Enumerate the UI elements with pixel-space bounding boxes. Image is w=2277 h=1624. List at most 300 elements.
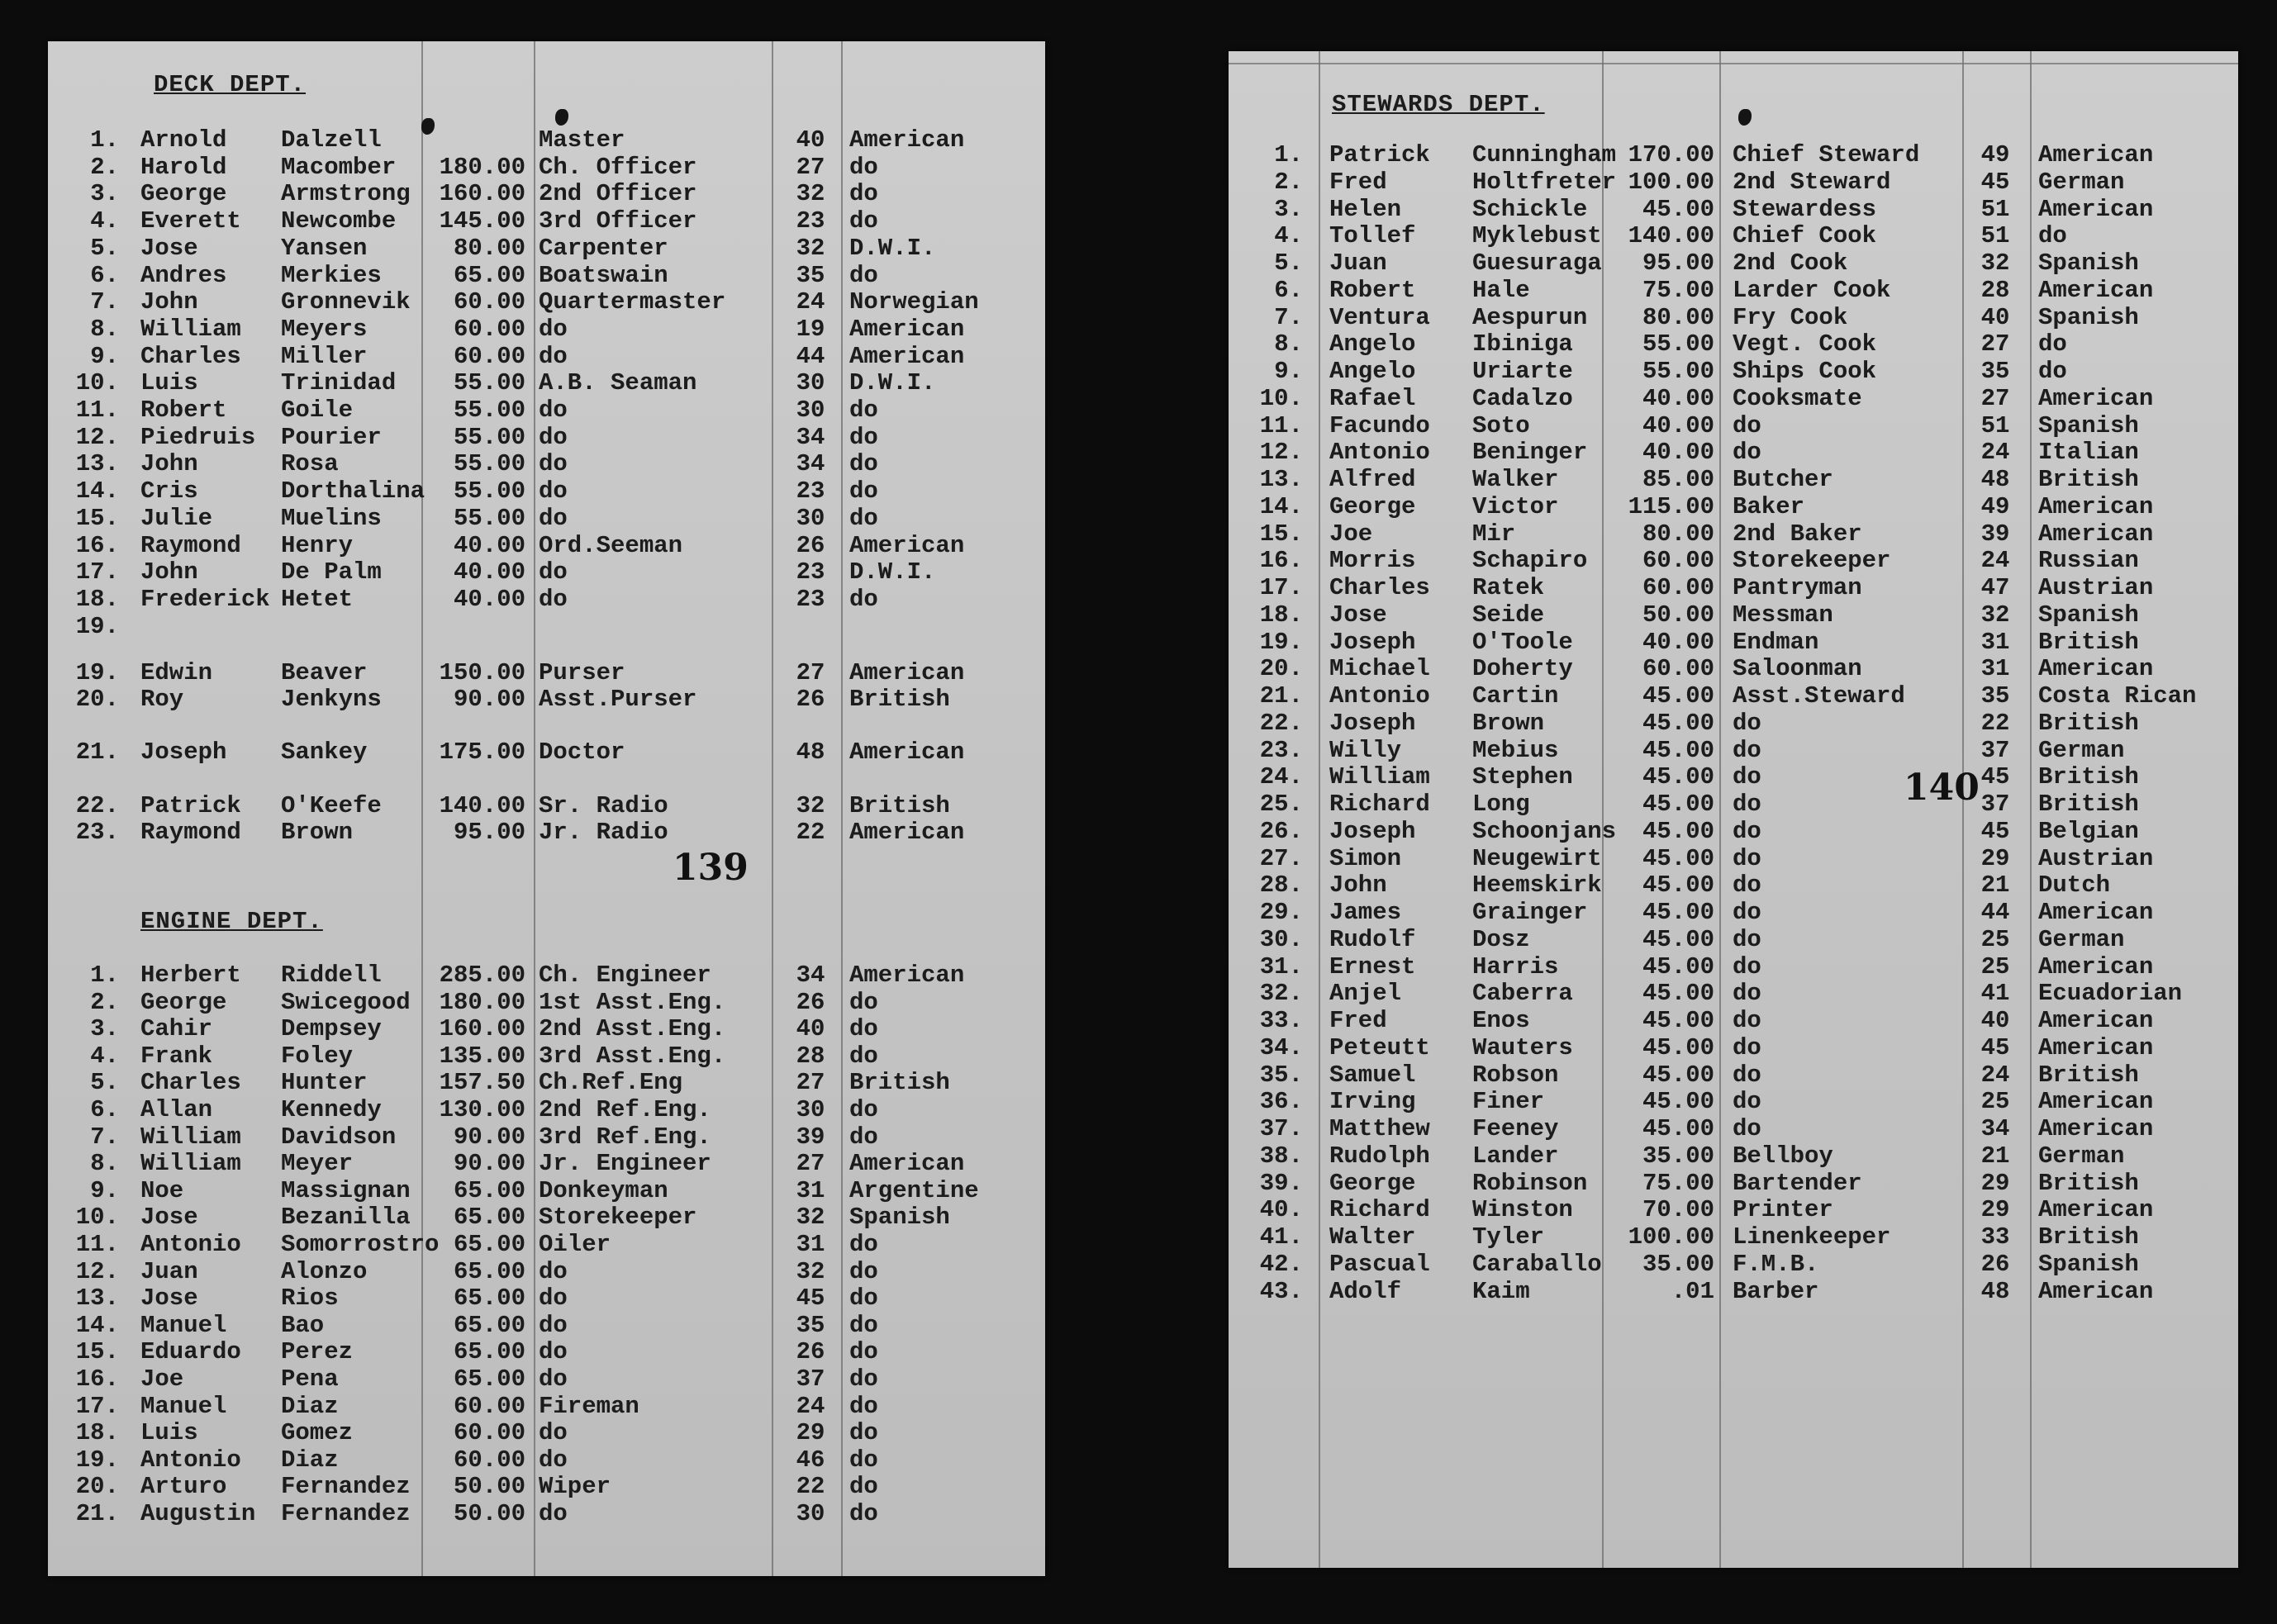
last-name: Harris [1472, 952, 1559, 981]
age: 40 [1980, 303, 2010, 331]
monthly-wage: 95.00 [1642, 249, 1714, 277]
row-number: 20. [75, 1473, 119, 1501]
age: 45 [1980, 817, 2010, 845]
table-row [1229, 249, 2238, 277]
table-row [48, 659, 1045, 686]
rank-rating: do [539, 1419, 568, 1447]
nationality: American [849, 962, 965, 989]
rank-rating: Jr. Radio [539, 819, 668, 846]
nationality: do [849, 1015, 878, 1043]
nationality: Italian [2038, 439, 2139, 467]
last-name: Cartin [1472, 682, 1559, 710]
row-number: 24. [1259, 763, 1303, 791]
rank-rating: do [1733, 439, 1761, 467]
last-name: Gronnevik [281, 288, 411, 316]
last-name: Henry [281, 531, 354, 559]
table-row [48, 686, 1045, 713]
row-number: 4. [1274, 222, 1303, 250]
first-name: John [140, 450, 198, 478]
last-name: Cunningham [1472, 141, 1617, 169]
last-name: Winston [1472, 1196, 1573, 1224]
nationality: do [2038, 222, 2067, 250]
monthly-wage: 90.00 [453, 1123, 525, 1151]
header-rule [1229, 63, 2238, 64]
nationality: American [2038, 1115, 2154, 1142]
age: 31 [1980, 655, 2010, 683]
row-number: 17. [75, 1392, 119, 1420]
rank-rating: Ch. Officer [539, 153, 697, 181]
nationality: American [2038, 492, 2154, 520]
rank-rating: Purser [539, 659, 625, 686]
first-name: Joseph [1329, 628, 1416, 656]
nationality: American [849, 1150, 965, 1178]
nationality: American [849, 531, 965, 559]
age: 32 [796, 792, 825, 819]
row-number: 18. [1259, 601, 1303, 629]
age: 26 [796, 686, 825, 713]
monthly-wage: 45.00 [1642, 682, 1714, 710]
last-name: Hetet [281, 585, 354, 613]
age: 47 [1980, 574, 2010, 601]
nationality: American [849, 315, 965, 343]
nationality: American [2038, 1277, 2154, 1305]
monthly-wage: 45.00 [1642, 980, 1714, 1008]
rank-rating: do [539, 423, 568, 451]
monthly-wage: 157.50 [439, 1069, 525, 1097]
first-name: Charles [140, 1069, 241, 1097]
row-number: 42. [1259, 1250, 1303, 1278]
row-number: 8. [1274, 330, 1303, 359]
table-row [48, 1042, 1045, 1070]
monthly-wage: 85.00 [1642, 466, 1714, 493]
table-row [48, 1500, 1045, 1527]
monthly-wage: 35.00 [1642, 1250, 1714, 1278]
table-row [1229, 1278, 2238, 1305]
nationality: Spanish [2038, 249, 2139, 277]
nationality: British [849, 686, 950, 713]
age: 26 [796, 988, 825, 1016]
row-number: 15. [75, 1338, 119, 1366]
crew-list-page-right [1229, 51, 2238, 1568]
stewards-dept-title: STEWARDS DEPT. [1332, 91, 1545, 118]
monthly-wage: 45.00 [1642, 817, 1714, 845]
first-name: Fred [1329, 168, 1387, 196]
monthly-wage: 45.00 [1642, 195, 1714, 223]
nationality: do [849, 207, 878, 235]
monthly-wage: 100.00 [1628, 168, 1714, 196]
age: 31 [796, 1176, 825, 1204]
first-name: Cris [140, 477, 198, 506]
table-row [48, 586, 1045, 613]
nationality: do [849, 585, 878, 613]
row-number: 12. [75, 1257, 119, 1285]
rank-rating: Butcher [1733, 466, 1833, 493]
row-number: 17. [1259, 574, 1303, 601]
last-name: Diaz [281, 1446, 339, 1474]
nationality: Austrian [2038, 574, 2154, 601]
age: 21 [1980, 871, 2010, 900]
last-name: Schoonjans [1472, 817, 1617, 845]
first-name: Manuel [140, 1392, 227, 1420]
row-number: 3. [90, 1015, 119, 1043]
table-row [1229, 1142, 2238, 1170]
nationality: do [849, 1123, 878, 1151]
last-name: Soto [1472, 411, 1530, 439]
table-row [48, 1150, 1045, 1177]
rank-rating: Fry Cook [1733, 303, 1848, 331]
nationality: do [849, 153, 878, 181]
monthly-wage: 160.00 [439, 1015, 525, 1043]
row-number: 15. [1259, 520, 1303, 548]
row-number: 13. [1259, 466, 1303, 493]
rank-rating: do [1733, 1088, 1761, 1116]
age: 39 [796, 1123, 825, 1151]
age: 51 [1980, 222, 2010, 250]
row-number: 10. [1259, 384, 1303, 412]
monthly-wage: 45.00 [1642, 791, 1714, 818]
monthly-wage: 65.00 [453, 1338, 525, 1366]
nationality: Spanish [849, 1204, 950, 1232]
age: 35 [796, 1311, 825, 1339]
table-row [48, 343, 1045, 370]
age: 48 [1980, 1277, 2010, 1305]
table-row [48, 1096, 1045, 1123]
age: 25 [1980, 925, 2010, 953]
monthly-wage: 60.00 [1642, 574, 1714, 601]
first-name: Herbert [140, 962, 241, 989]
age: 24 [1980, 1061, 2010, 1089]
first-name: Roy [140, 686, 184, 713]
table-row [48, 316, 1045, 343]
last-name: Robson [1472, 1061, 1559, 1089]
nationality: British [2038, 628, 2139, 656]
table-row [1229, 926, 2238, 953]
table-row [1229, 222, 2238, 249]
last-name: O'Toole [1472, 628, 1573, 656]
rank-rating: 1st Asst.Eng. [539, 988, 726, 1016]
rank-rating: Messman [1733, 601, 1833, 629]
last-name: Pourier [281, 423, 382, 451]
last-name: Long [1472, 791, 1530, 818]
first-name: Walter [1329, 1223, 1416, 1251]
last-name: Guesuraga [1472, 249, 1602, 277]
last-name: Sankey [281, 738, 368, 766]
nationality: American [849, 659, 965, 686]
monthly-wage: 135.00 [439, 1042, 525, 1070]
table-row [48, 154, 1045, 181]
last-name: Beaver [281, 659, 368, 686]
table-row [1229, 385, 2238, 412]
row-number: 18. [75, 585, 119, 613]
table-row [1229, 169, 2238, 196]
last-name: Caraballo [1472, 1250, 1602, 1278]
rank-rating: Master [539, 126, 625, 154]
rank-rating: Ord.Seeman [539, 531, 683, 559]
last-name: Dosz [1472, 925, 1530, 953]
first-name: Antonio [140, 1231, 241, 1258]
age: 45 [1980, 763, 2010, 791]
monthly-wage: 55.00 [453, 397, 525, 424]
age: 27 [796, 153, 825, 181]
nationality: German [2038, 1142, 2125, 1170]
row-number: 19. [75, 612, 119, 640]
monthly-wage: 45.00 [1642, 844, 1714, 872]
last-name: Victor [1472, 492, 1559, 520]
last-name: Wauters [1472, 1033, 1573, 1061]
rank-rating: Storekeeper [539, 1204, 697, 1232]
table-row [1229, 196, 2238, 223]
row-number: 11. [1259, 411, 1303, 439]
monthly-wage: 75.00 [1642, 276, 1714, 304]
table-row [48, 1015, 1045, 1042]
nationality: American [849, 342, 965, 370]
first-name: George [140, 180, 227, 208]
monthly-wage: 95.00 [453, 819, 525, 846]
age: 31 [1980, 628, 2010, 656]
row-number: 33. [1259, 1007, 1303, 1034]
age: 30 [796, 504, 825, 532]
row-number: 16. [1259, 547, 1303, 575]
row-number: 32. [1259, 980, 1303, 1008]
rank-rating: Storekeeper [1733, 547, 1891, 575]
nationality: do [849, 1365, 878, 1393]
last-name: Riddell [281, 962, 382, 989]
monthly-wage: 45.00 [1642, 1007, 1714, 1034]
rank-rating: Chief Steward [1733, 141, 1920, 169]
table-row [1229, 1034, 2238, 1061]
last-name: Perez [281, 1338, 354, 1366]
rank-rating: Carpenter [539, 234, 668, 262]
first-name: Richard [1329, 791, 1430, 818]
monthly-wage: 45.00 [1642, 709, 1714, 737]
rank-rating: do [1733, 411, 1761, 439]
crew-list-page-left [48, 41, 1045, 1576]
age: 23 [796, 558, 825, 586]
rank-rating: do [539, 1446, 568, 1474]
row-number: 43. [1259, 1277, 1303, 1305]
table-row [1229, 953, 2238, 981]
row-number: 23. [75, 819, 119, 846]
last-name: Hale [1472, 276, 1530, 304]
first-name: Robert [140, 397, 227, 424]
nationality: D.W.I. [849, 558, 936, 586]
monthly-wage: 60.00 [453, 1392, 525, 1420]
row-number: 31. [1259, 952, 1303, 981]
first-name: Andres [140, 261, 227, 289]
row-number: 34. [1259, 1033, 1303, 1061]
nationality: British [2038, 466, 2139, 493]
nationality: do [849, 1338, 878, 1366]
row-number: 9. [90, 1176, 119, 1204]
row-number: 11. [75, 1231, 119, 1258]
table-row [48, 397, 1045, 424]
last-name: Swicegood [281, 988, 411, 1016]
last-name: Armstrong [281, 180, 411, 208]
table-row [48, 1177, 1045, 1204]
first-name: Anjel [1329, 980, 1402, 1008]
nationality: do [849, 261, 878, 289]
age: 51 [1980, 195, 2010, 223]
table-row [1229, 141, 2238, 169]
monthly-wage: 170.00 [1628, 141, 1714, 169]
age: 30 [796, 369, 825, 397]
age: 23 [796, 585, 825, 613]
age: 37 [1980, 791, 2010, 818]
age: 35 [796, 261, 825, 289]
row-number: 21. [75, 738, 119, 766]
last-name: Lander [1472, 1142, 1559, 1170]
nationality: British [2038, 1061, 2139, 1089]
last-name: Pena [281, 1365, 339, 1393]
monthly-wage: 180.00 [439, 988, 525, 1016]
row-number: 18. [75, 1419, 119, 1447]
row-number: 2. [1274, 168, 1303, 196]
nationality: do [849, 1096, 878, 1123]
rank-rating: do [539, 1284, 568, 1313]
nationality: do [2038, 330, 2067, 359]
first-name: John [140, 288, 198, 316]
rank-rating: Cooksmate [1733, 384, 1862, 412]
row-number: 21. [75, 1500, 119, 1527]
first-name: Helen [1329, 195, 1402, 223]
rank-rating: 2nd Cook [1733, 249, 1848, 277]
nationality: American [2038, 952, 2154, 981]
age: 32 [1980, 249, 2010, 277]
age: 29 [1980, 844, 2010, 872]
row-number: 8. [90, 315, 119, 343]
row-number: 7. [90, 288, 119, 316]
first-name: Luis [140, 369, 198, 397]
age: 25 [1980, 1088, 2010, 1116]
rank-rating: Larder Cook [1733, 276, 1891, 304]
last-name: Rosa [281, 450, 339, 478]
monthly-wage: 50.00 [1642, 601, 1714, 629]
rank-rating: do [1733, 736, 1761, 764]
last-name: Ibiniga [1472, 330, 1573, 359]
age: 30 [796, 1096, 825, 1123]
nationality: Spanish [2038, 1250, 2139, 1278]
first-name: Antonio [140, 1446, 241, 1474]
monthly-wage: 55.00 [1642, 330, 1714, 359]
nationality: do [849, 1311, 878, 1339]
nationality: do [849, 1500, 878, 1527]
nationality: American [2038, 1196, 2154, 1224]
table-row [48, 962, 1045, 989]
row-number: 2. [90, 988, 119, 1016]
last-name: Holtfreter [1472, 168, 1617, 196]
last-name: Kennedy [281, 1096, 382, 1123]
first-name: George [1329, 492, 1416, 520]
first-name: Allan [140, 1096, 213, 1123]
age: 19 [796, 315, 825, 343]
last-name: Tyler [1472, 1223, 1545, 1251]
nationality: do [2038, 358, 2067, 385]
rank-rating: Ships Cook [1733, 358, 1877, 385]
nationality: American [2038, 1088, 2154, 1116]
rank-rating: do [1733, 817, 1761, 845]
last-name: Robinson [1472, 1169, 1588, 1197]
rank-rating: Baker [1733, 492, 1805, 520]
monthly-wage: 140.00 [1628, 222, 1714, 250]
age: 28 [1980, 276, 2010, 304]
table-row [48, 738, 1045, 766]
table-row [1229, 547, 2238, 574]
nationality: do [849, 180, 878, 208]
rank-rating: do [539, 342, 568, 370]
row-number: 13. [75, 450, 119, 478]
table-row [1229, 412, 2238, 439]
table-row [48, 1312, 1045, 1339]
rank-rating: do [539, 1257, 568, 1285]
age: 34 [796, 450, 825, 478]
row-number: 7. [90, 1123, 119, 1151]
row-number: 29. [1259, 899, 1303, 926]
monthly-wage: 175.00 [439, 738, 525, 766]
age: 27 [796, 1150, 825, 1178]
rank-rating: do [1733, 791, 1761, 818]
row-number: 17. [75, 558, 119, 586]
row-number: 12. [1259, 439, 1303, 467]
age: 24 [796, 288, 825, 316]
monthly-wage: 35.00 [1642, 1142, 1714, 1170]
row-number: 9. [90, 342, 119, 370]
nationality: Argentine [849, 1176, 979, 1204]
deck-dept-title: DECK DEPT. [154, 71, 307, 98]
nationality: do [849, 1257, 878, 1285]
age: 26 [796, 1338, 825, 1366]
nationality: do [849, 1419, 878, 1447]
monthly-wage: 60.00 [453, 342, 525, 370]
nationality: American [2038, 141, 2154, 169]
row-number: 39. [1259, 1169, 1303, 1197]
nationality: Austrian [2038, 844, 2154, 872]
table-row [48, 532, 1045, 559]
rank-rating: do [1733, 899, 1761, 926]
age: 29 [1980, 1196, 2010, 1224]
last-name: Uriarte [1472, 358, 1573, 385]
last-name: Cadalzo [1472, 384, 1573, 412]
table-row [48, 1258, 1045, 1285]
row-number: 22. [75, 792, 119, 819]
nationality: American [2038, 1033, 2154, 1061]
age: 32 [796, 234, 825, 262]
row-number: 40. [1259, 1196, 1303, 1224]
row-number: 1. [90, 962, 119, 989]
last-name: Fernandez [281, 1473, 411, 1501]
table-row [48, 1284, 1045, 1312]
monthly-wage: 50.00 [453, 1500, 525, 1527]
monthly-wage: 65.00 [453, 261, 525, 289]
row-number: 14. [1259, 492, 1303, 520]
nationality: Spanish [2038, 411, 2139, 439]
row-number: 30. [1259, 925, 1303, 953]
last-name: Miller [281, 342, 368, 370]
table-row [1229, 629, 2238, 656]
row-number: 37. [1259, 1115, 1303, 1142]
row-number: 21. [1259, 682, 1303, 710]
rank-rating: Fireman [539, 1392, 639, 1420]
age: 22 [1980, 709, 2010, 737]
monthly-wage: 45.00 [1642, 871, 1714, 900]
monthly-wage: 140.00 [439, 792, 525, 819]
nationality: British [2038, 763, 2139, 791]
rank-rating: do [539, 477, 568, 506]
rank-rating: do [1733, 1061, 1761, 1089]
monthly-wage: .01 [1671, 1277, 1714, 1305]
first-name: Fred [1329, 1007, 1387, 1034]
rank-rating: 3rd Asst.Eng. [539, 1042, 726, 1070]
first-name: Rudolph [1329, 1142, 1430, 1170]
